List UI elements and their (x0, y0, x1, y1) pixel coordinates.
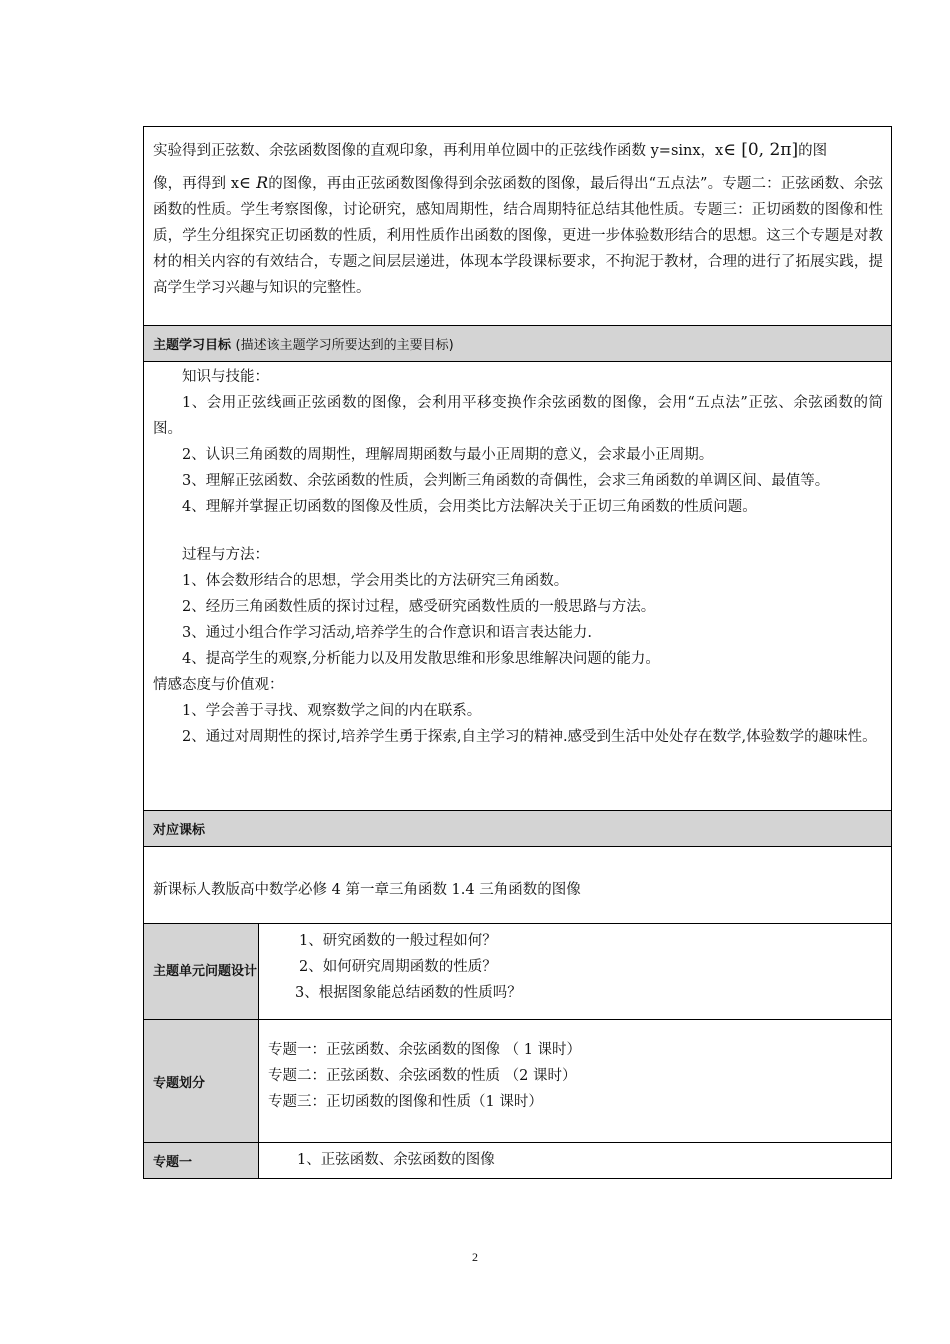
standards-header: 对应课标 (144, 811, 892, 847)
knowledge-item: 3、理解正弦函数、余弦函数的性质，会判断三角函数的奇偶性，会求三角函数的单调区间、最值等。 (182, 473, 830, 489)
attitude-item: 1、学会善于寻找、观察数学之间的内在联系。 (182, 703, 482, 719)
process-item: 2、经历三角函数性质的探讨过程，感受研究函数性质的一般思路与方法。 (182, 599, 656, 615)
set-r-formula: ∈ R (239, 173, 269, 192)
attitude-title: 情感态度与价值观： (153, 677, 284, 693)
process-title: 过程与方法： (182, 547, 269, 563)
process-item: 1、体会数形结合的思想，学会用类比的方法研究三角函数。 (182, 573, 569, 589)
intro-line-1 (153, 133, 883, 168)
question-item: 1、研究函数的一般过程如何？ (299, 933, 497, 949)
knowledge-item: 4、理解并掌握正切函数的图像及性质，会用类比方法解决关于正切三角函数的性质问题。 (182, 499, 757, 515)
intro-row (144, 127, 892, 326)
goals-header (144, 326, 892, 362)
intro-line-1-text: 实验得到正弦数、余弦函数图像的直观印象，再利用单位圆中的正弦线作函数 y=sinx，x (153, 143, 724, 159)
goals-body-row (144, 362, 892, 811)
page-number: 2 (472, 1250, 478, 1264)
topic-item: 专题一：正弦函数、余弦函数的图像 （ 1 课时） (268, 1042, 582, 1058)
spacer (153, 520, 883, 542)
intro-rest-text: 的图像，再由正弦函数图像得到余弦函数的图像，最后得出“五点法”。专题二：正弦函数、余弦函数的性质。学生考察图像，讨论研究，感知周期性，结合周期特征总结其他性质。专题三：正切函数的图像和性质，学生分组探究正切函数的性质，利用性质作出函数的图像，更进一步体验数形结合的思想。这三个专题是对教材的相关内容的有效结合，专题之间层层递进，体现本学段课标要求，不拘泥于教材，合理的进行了拓展实践，提高学生学习兴趣与知识的完整性。 (153, 176, 883, 296)
unit-questions-label: 主题单元问题设计 (144, 924, 259, 1020)
goals-header-title: 主题学习目标 (153, 338, 232, 353)
goals-body (144, 362, 892, 811)
knowledge-item: 2、认识三角函数的周期性，理解周期函数与最小正周期的意义，会求最小正周期。 (182, 447, 714, 463)
unit-questions-row (144, 924, 892, 1020)
topic-one-text: 1、正弦函数、余弦函数的图像 (297, 1152, 495, 1168)
question-item: 3、根据图象能总结函数的性质吗？ (295, 985, 522, 1001)
topics-body (259, 1020, 892, 1143)
process-item: 4、提高学生的观察,分析能力以及用发散思维和形象思维解决问题的能力。 (182, 651, 660, 667)
standards-header-row (144, 811, 892, 847)
topic-item: 专题三：正切函数的图像和性质（1 课时） (268, 1094, 543, 1110)
process-item: 3、通过小组合作学习活动,培养学生的合作意识和语言表达能力. (182, 625, 592, 641)
standards-body-row (144, 847, 892, 924)
lesson-plan-table (143, 126, 892, 1179)
question-item: 2、如何研究周期函数的性质？ (299, 959, 497, 975)
standards-body (144, 847, 892, 924)
knowledge-item: 1、会用正弦线画正弦函数的图像，会利用平移变换作余弦函数的图像，会用“五点法”正弦、余弦函数的简图。 (153, 395, 884, 437)
topic-one-row (144, 1143, 892, 1179)
intro-body (153, 170, 883, 301)
goals-header-note: (描述该主题学习所要达到的主要目标) (235, 338, 454, 353)
goals-header-row (144, 326, 892, 362)
standards-text: 新课标人教版高中数学必修 4 第一章三角函数 1.4 三角函数的图像 (153, 882, 581, 898)
knowledge-title: 知识与技能： (182, 369, 269, 385)
topic-one-label: 专题一 (144, 1143, 259, 1179)
topics-label: 专题划分 (144, 1020, 259, 1143)
topic-one-body (259, 1143, 892, 1179)
intro-line-1-end: 的图 (798, 143, 828, 159)
unit-questions-body (259, 924, 892, 1020)
topics-row (144, 1020, 892, 1143)
attitude-item: 2、通过对周期性的探讨,培养学生勇于探索,自主学习的精神.感受到生活中处处存在数学,体验数学的趣味性。 (182, 729, 877, 745)
interval-formula: ∈ [0, 2π] (723, 140, 799, 160)
intro-line-2-start: 像，再得到 x (153, 176, 240, 192)
topic-item: 专题二：正弦函数、余弦函数的性质 （2 课时） (268, 1068, 577, 1084)
intro-cell (144, 127, 892, 326)
